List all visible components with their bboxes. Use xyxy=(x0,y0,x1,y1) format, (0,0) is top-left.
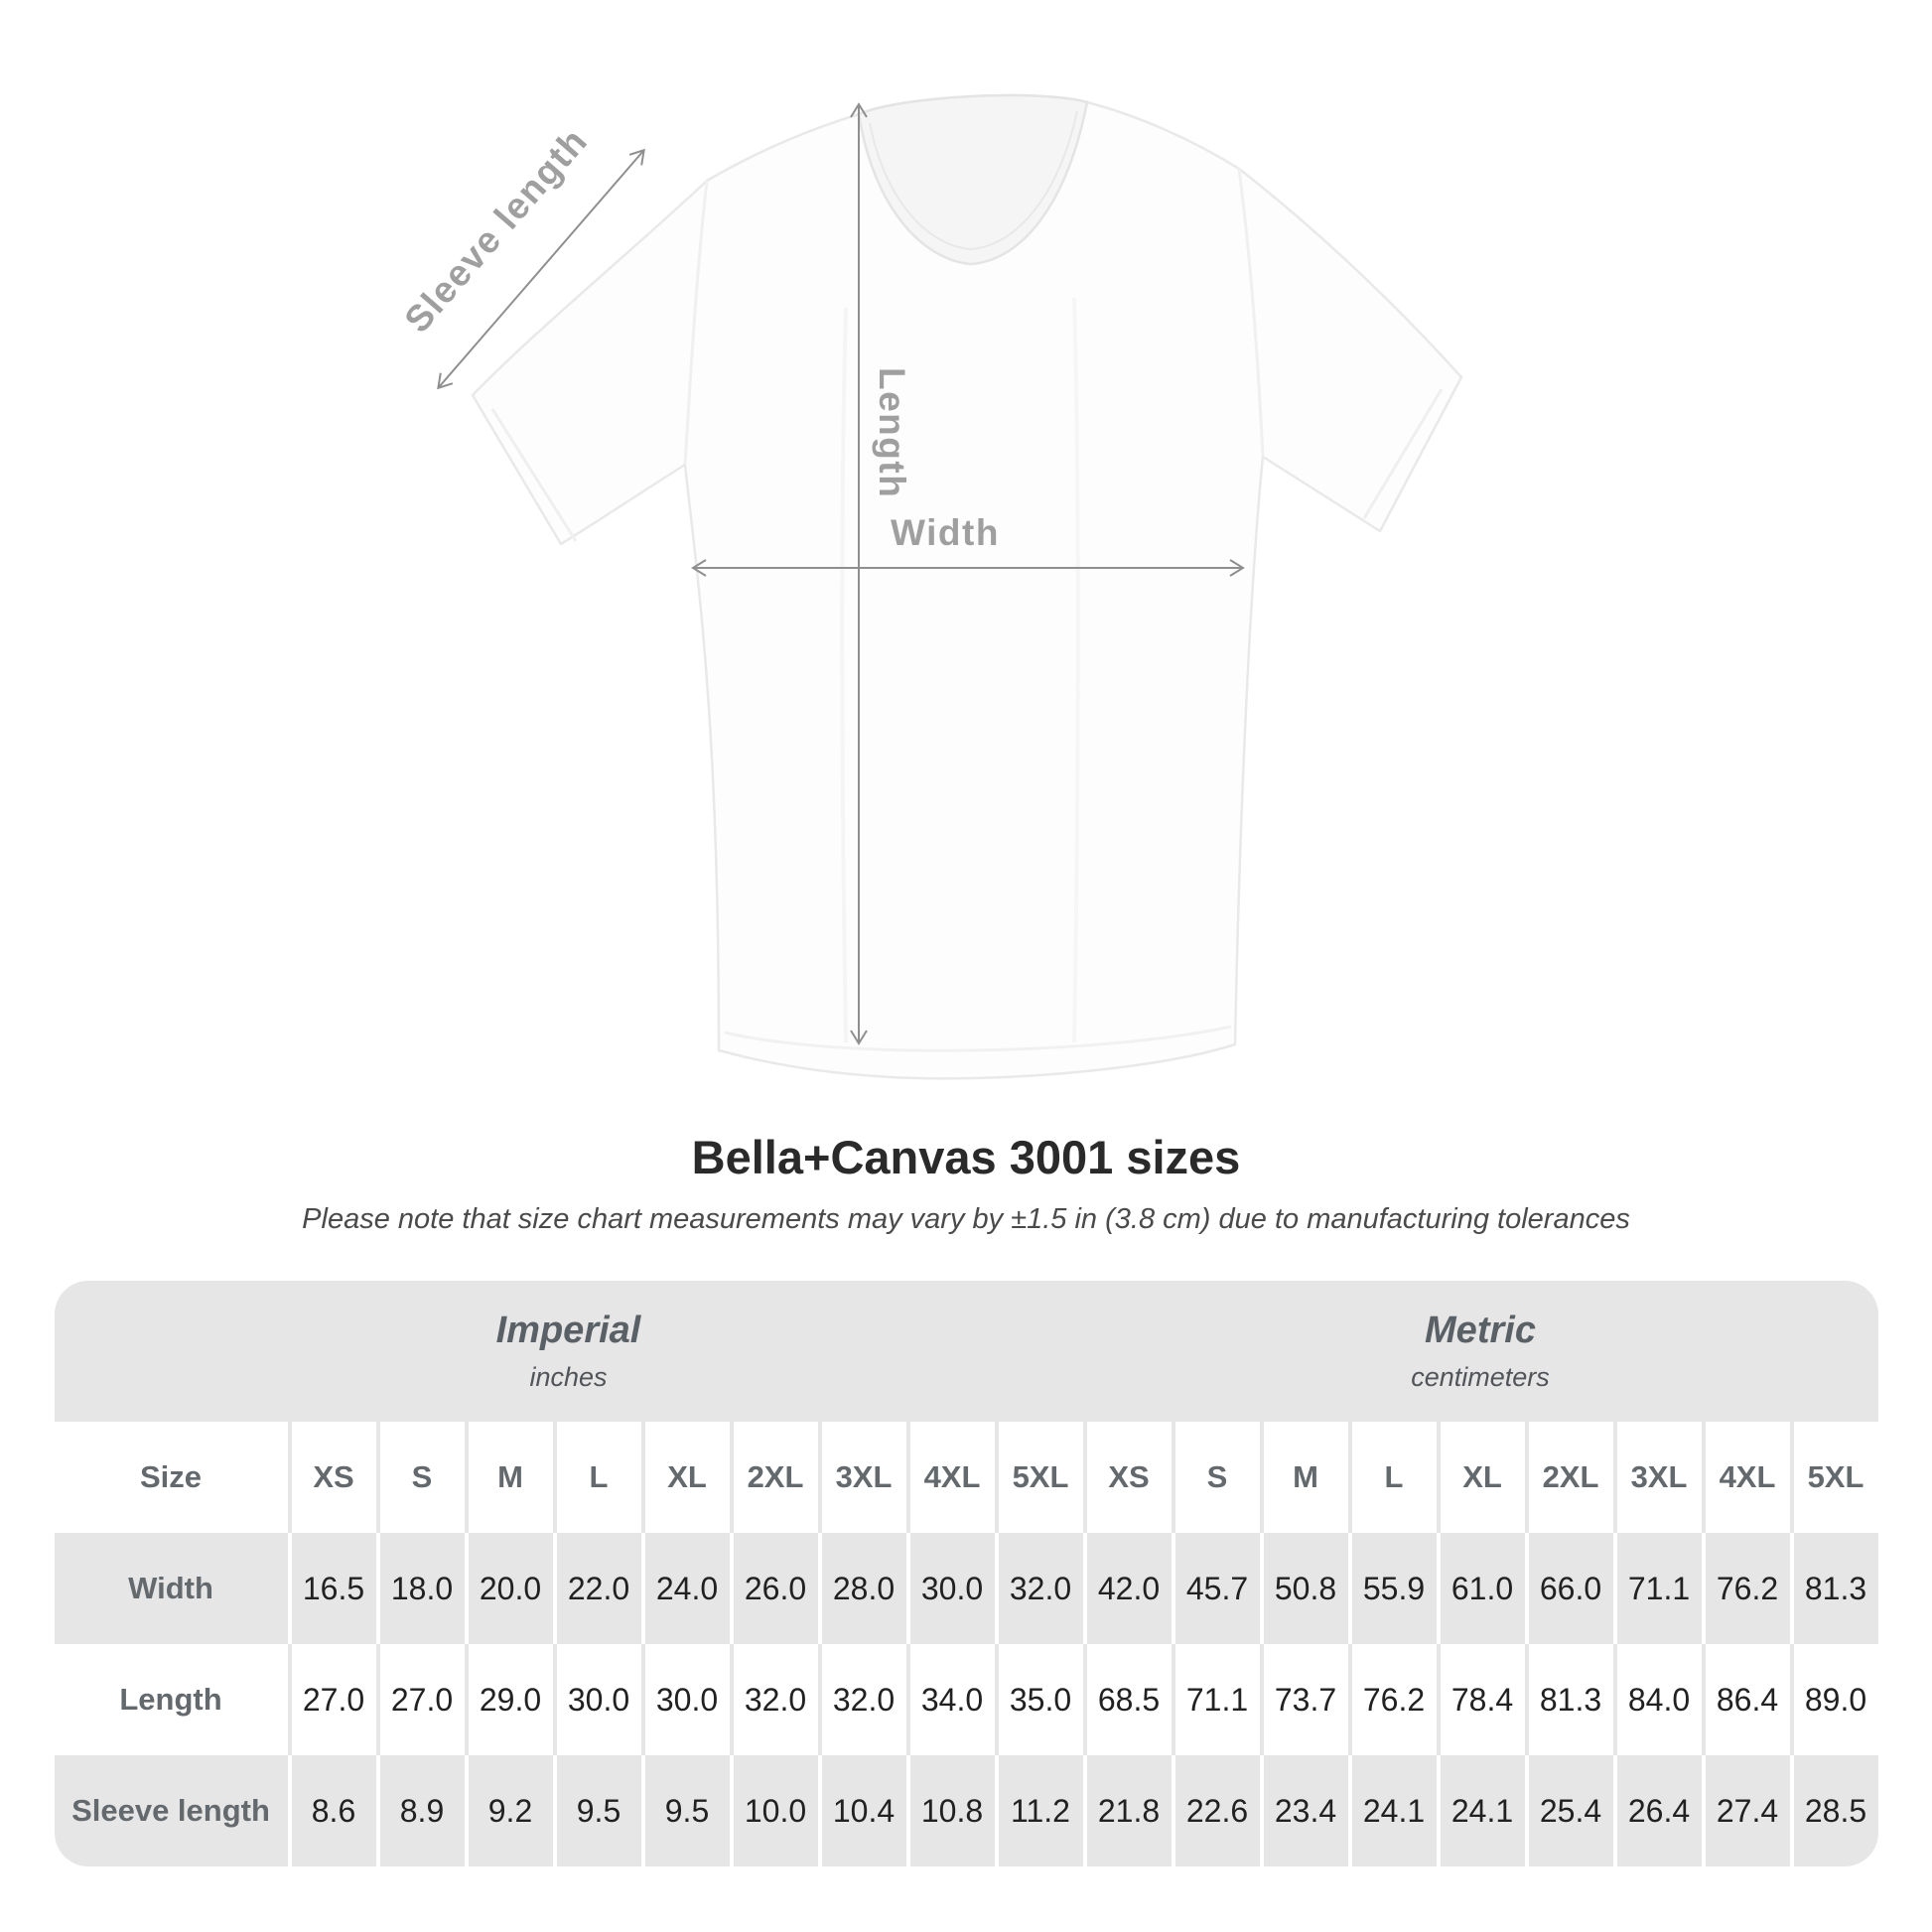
value-cell: 27.0 xyxy=(288,1644,376,1755)
value-cell: 10.4 xyxy=(818,1755,906,1866)
size-header-cell: L xyxy=(553,1422,641,1533)
size-header-cell: XS xyxy=(1083,1422,1172,1533)
metric-unit-label: centimeters xyxy=(1411,1362,1550,1392)
size-header-cell: 3XL xyxy=(1613,1422,1702,1533)
value-cell: 76.2 xyxy=(1348,1644,1437,1755)
size-header-cell: M xyxy=(465,1422,553,1533)
value-cell: 76.2 xyxy=(1702,1533,1790,1644)
metric-label: Metric xyxy=(1425,1310,1536,1351)
size-header-cell: XL xyxy=(641,1422,730,1533)
value-cell: 9.5 xyxy=(553,1755,641,1866)
row-label: Length xyxy=(119,1682,222,1717)
length-label: Length xyxy=(872,367,912,499)
table-row-sleeve-length xyxy=(55,1755,1878,1866)
size-header-cell: L xyxy=(1348,1422,1437,1533)
value-cell: 32.0 xyxy=(995,1533,1083,1644)
value-cell: 30.0 xyxy=(906,1533,995,1644)
value-cell: 29.0 xyxy=(465,1644,553,1755)
page-title: Bella+Canvas 3001 sizes xyxy=(691,1131,1241,1183)
size-header-cell: S xyxy=(376,1422,465,1533)
size-header-cell: XL xyxy=(1437,1422,1525,1533)
value-cell: 22.0 xyxy=(553,1533,641,1644)
tshirt-graphic xyxy=(473,95,1461,1078)
value-cell: 27.0 xyxy=(376,1644,465,1755)
size-header-cell: 2XL xyxy=(730,1422,818,1533)
size-table xyxy=(55,1281,1878,1866)
value-cell: 26.0 xyxy=(730,1533,818,1644)
value-cell: 68.5 xyxy=(1083,1644,1172,1755)
size-corner-cell: Size xyxy=(139,1459,203,1494)
page-subtitle: Please note that size chart measurements may vary by ±1.5 in (3.8 cm) due to manufacturing tolerances xyxy=(302,1203,1630,1235)
value-cell: 11.2 xyxy=(995,1755,1083,1866)
value-cell: 23.4 xyxy=(1260,1755,1348,1866)
imperial-group-header xyxy=(55,1281,1083,1422)
value-cell: 73.7 xyxy=(1260,1644,1348,1755)
size-header-row xyxy=(55,1422,1878,1533)
value-cell: 34.0 xyxy=(906,1644,995,1755)
value-cell: 16.5 xyxy=(288,1533,376,1644)
table-row-length xyxy=(55,1644,1878,1755)
value-cell: 32.0 xyxy=(818,1644,906,1755)
value-cell: 30.0 xyxy=(641,1644,730,1755)
value-cell: 20.0 xyxy=(465,1533,553,1644)
value-cell: 22.6 xyxy=(1172,1755,1260,1866)
size-header-cell: 3XL xyxy=(818,1422,906,1533)
value-cell: 26.4 xyxy=(1613,1755,1702,1866)
sleeve-length-label: Sleeve length xyxy=(396,119,596,341)
size-header-cell: XS xyxy=(288,1422,376,1533)
value-cell: 8.6 xyxy=(288,1755,376,1866)
value-cell: 78.4 xyxy=(1437,1644,1525,1755)
value-cell: 18.0 xyxy=(376,1533,465,1644)
value-cell: 21.8 xyxy=(1083,1755,1172,1866)
value-cell: 81.3 xyxy=(1525,1644,1613,1755)
value-cell: 32.0 xyxy=(730,1644,818,1755)
value-cell: 30.0 xyxy=(553,1644,641,1755)
value-cell: 81.3 xyxy=(1790,1533,1878,1644)
value-cell: 10.8 xyxy=(906,1755,995,1866)
size-header-cell: 4XL xyxy=(1702,1422,1790,1533)
value-cell: 24.1 xyxy=(1348,1755,1437,1866)
value-cell: 86.4 xyxy=(1702,1644,1790,1755)
size-header-cell: 4XL xyxy=(906,1422,995,1533)
value-cell: 27.4 xyxy=(1702,1755,1790,1866)
value-cell: 50.8 xyxy=(1260,1533,1348,1644)
width-label: Width xyxy=(891,512,1000,553)
size-header-cell: S xyxy=(1172,1422,1260,1533)
value-cell: 61.0 xyxy=(1437,1533,1525,1644)
size-header-cell: 5XL xyxy=(1790,1422,1878,1533)
size-header-cell: 2XL xyxy=(1525,1422,1613,1533)
table-row-width xyxy=(55,1533,1878,1644)
value-cell: 71.1 xyxy=(1172,1644,1260,1755)
imperial-unit-label: inches xyxy=(529,1362,608,1392)
value-cell: 9.5 xyxy=(641,1755,730,1866)
value-cell: 28.0 xyxy=(818,1533,906,1644)
value-cell: 55.9 xyxy=(1348,1533,1437,1644)
unit-group-header-row xyxy=(55,1281,1878,1422)
row-label: Width xyxy=(128,1571,213,1605)
value-cell: 66.0 xyxy=(1525,1533,1613,1644)
row-label: Sleeve length xyxy=(71,1793,270,1828)
value-cell: 45.7 xyxy=(1172,1533,1260,1644)
value-cell: 10.0 xyxy=(730,1755,818,1866)
value-cell: 42.0 xyxy=(1083,1533,1172,1644)
value-cell: 89.0 xyxy=(1790,1644,1878,1755)
value-cell: 35.0 xyxy=(995,1644,1083,1755)
value-cell: 9.2 xyxy=(465,1755,553,1866)
metric-group-header xyxy=(1083,1281,1878,1422)
size-header-cell: M xyxy=(1260,1422,1348,1533)
value-cell: 24.0 xyxy=(641,1533,730,1644)
value-cell: 84.0 xyxy=(1613,1644,1702,1755)
value-cell: 24.1 xyxy=(1437,1755,1525,1866)
size-header-cell: 5XL xyxy=(995,1422,1083,1533)
value-cell: 8.9 xyxy=(376,1755,465,1866)
imperial-label: Imperial xyxy=(495,1310,641,1351)
value-cell: 25.4 xyxy=(1525,1755,1613,1866)
value-cell: 28.5 xyxy=(1790,1755,1878,1866)
value-cell: 71.1 xyxy=(1613,1533,1702,1644)
